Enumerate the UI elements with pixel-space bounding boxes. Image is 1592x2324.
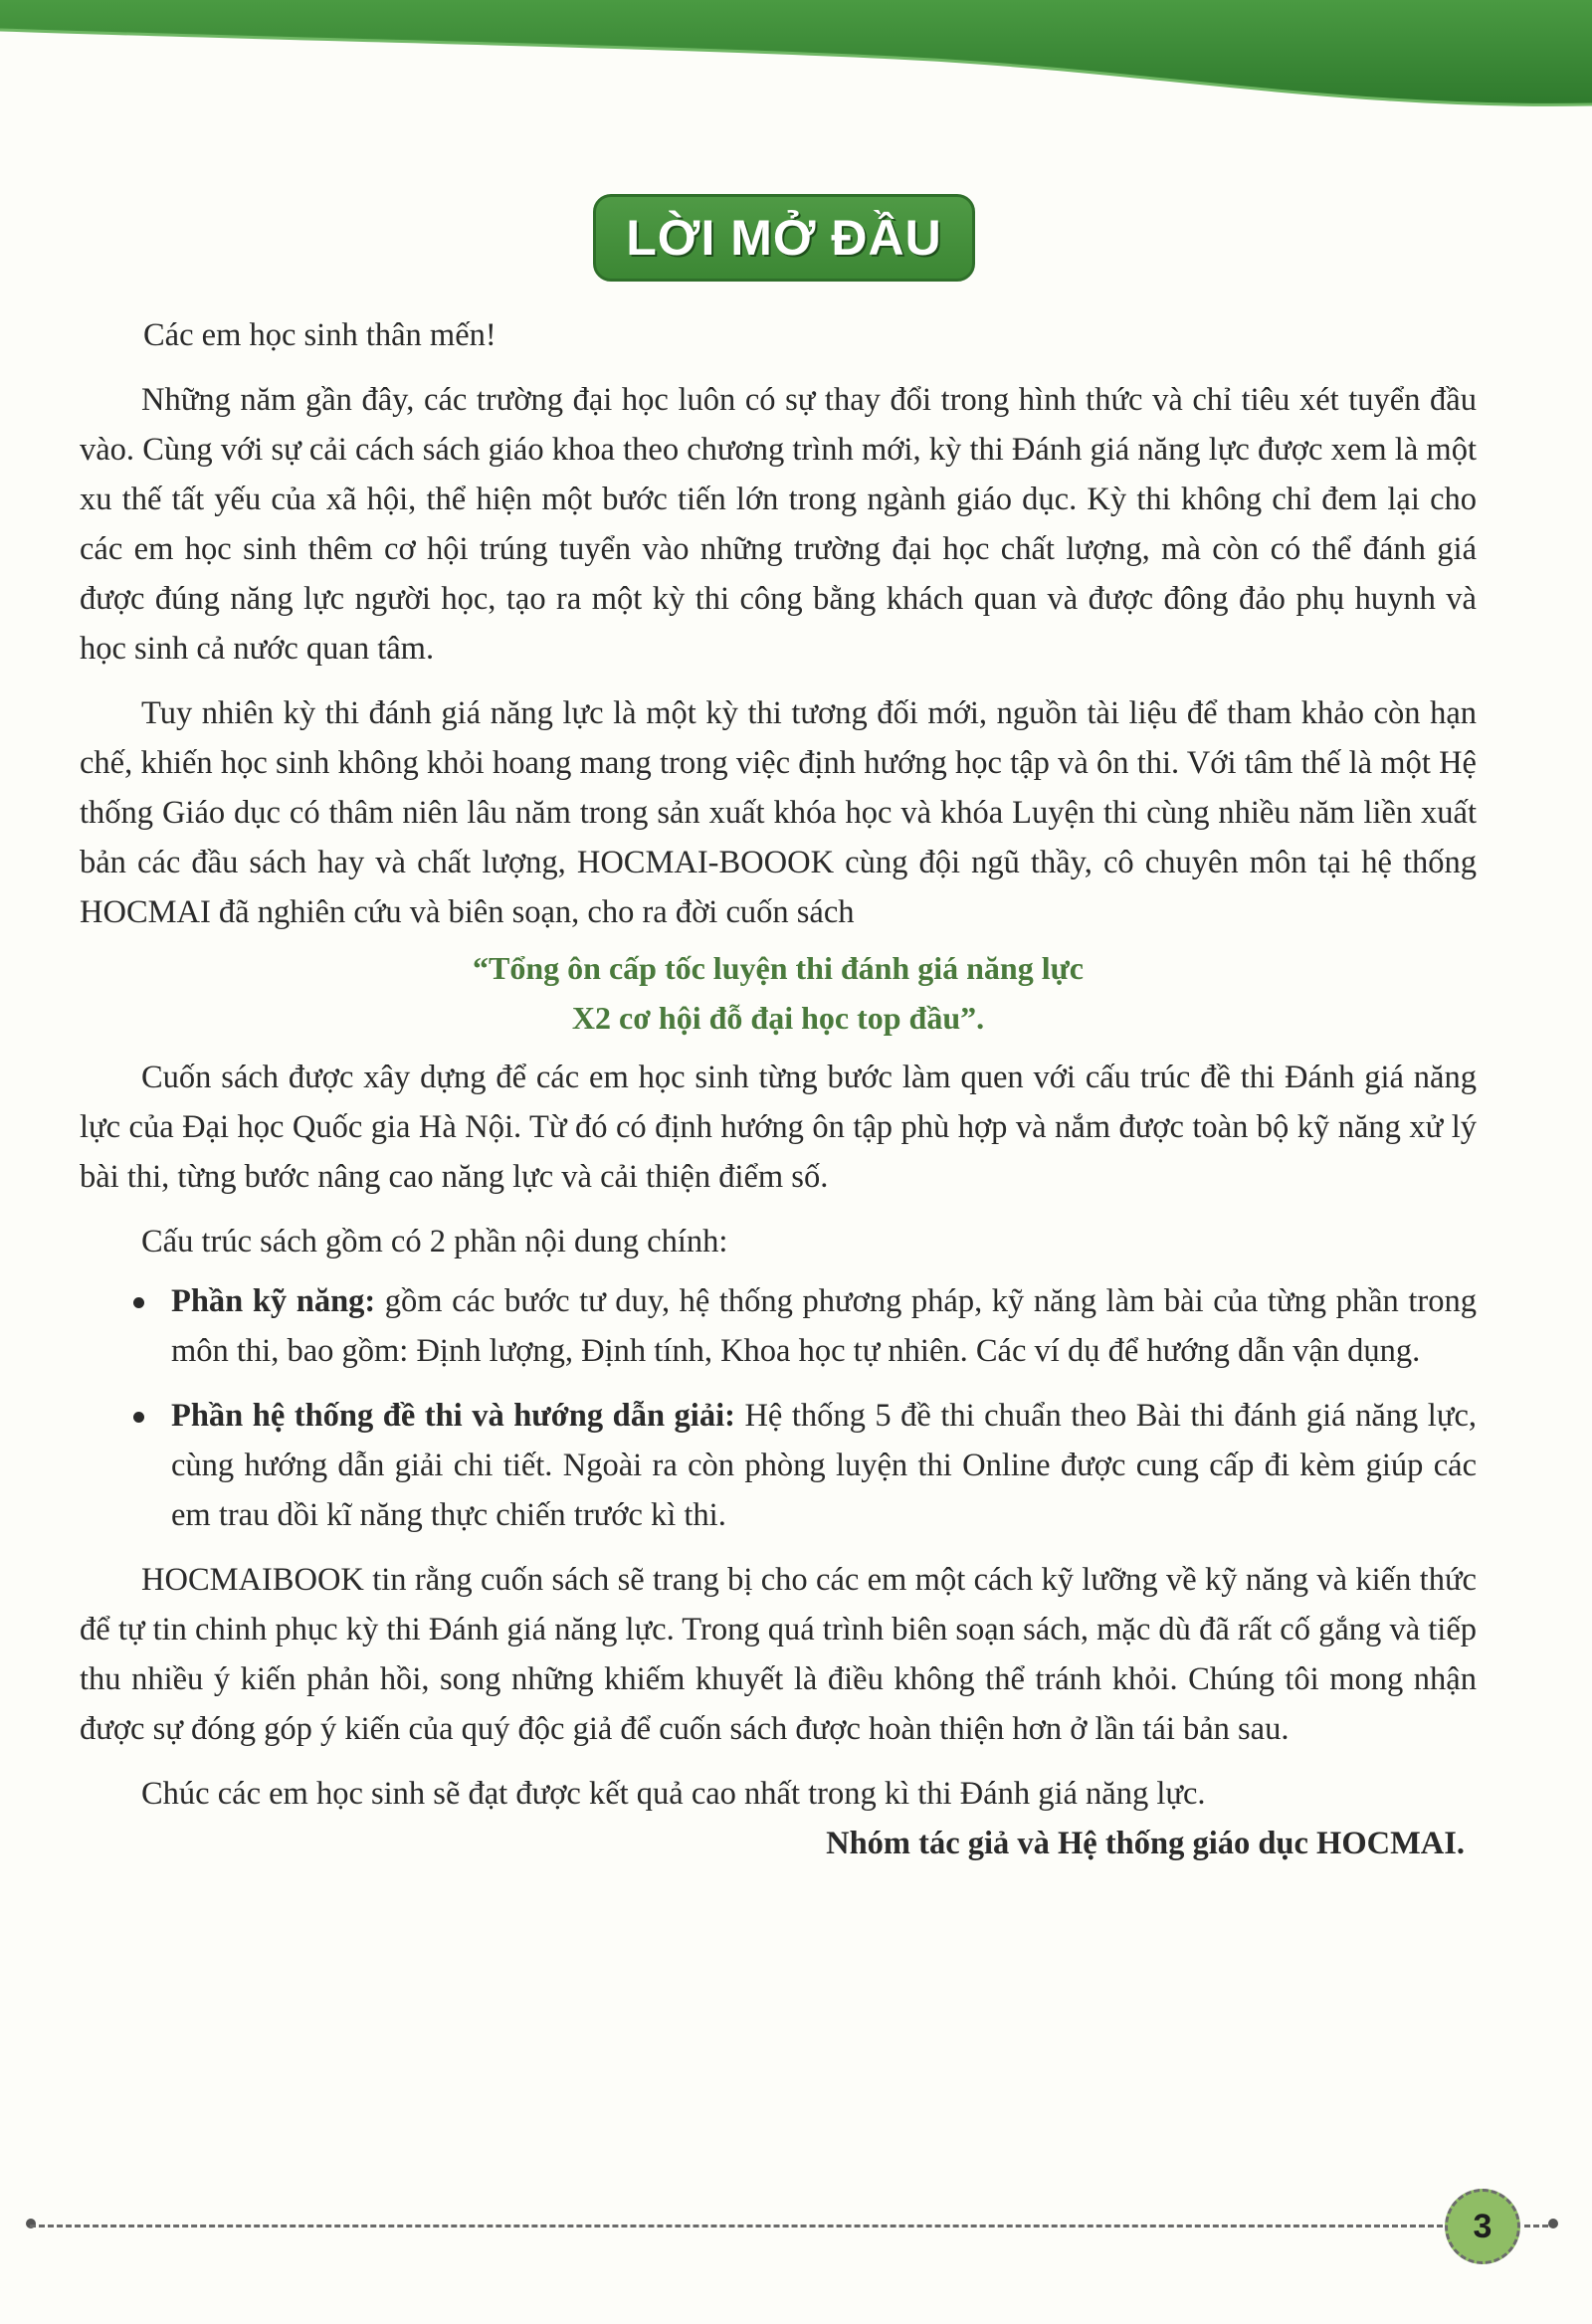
paragraph-1: Những năm gần đây, các trường đại học luôn có sự thay đổi trong hình thức và chỉ tiêu xét tuyển đầu vào. Cùng với sự cải cách sách giáo khoa theo chương trình mới, kỳ thi Đánh giá năng lực được xem là một xu thế tất yếu của xã hội, thể hiện một bước tiến lớn trong ngành giáo dục. Kỳ thi không chỉ đem lại cho các em học sinh thêm cơ hội trúng tuyển vào những trường đại học chất lượng, mà còn có thể đánh giá được đúng năng lực người học, tạo ra một kỳ thi công bằng khách quan và được đông đảo phụ huynh và học sinh cả nước quan tâm. [80,382,1477,667]
paragraph-6: Chúc các em học sinh sẽ đạt được kết quả cao nhất trong kì thi Đánh giá năng lực. [141,1776,1206,1812]
greeting: Các em học sinh thân mến! [143,317,497,353]
signature: Nhóm tác giả và Hệ thống giáo dục HOCMAI. [826,1826,1465,1861]
list-item-label: Phần hệ thống đề thi và hướng dẫn giải: [171,1398,735,1434]
book-title-quote [80,943,1477,1043]
paragraph-3: Cuốn sách được xây dựng để các em học sinh từng bước làm quen với cấu trúc đề thi Đánh giá năng lực của Đại học Quốc gia Hà Nội. Từ đó có định hướng ôn tập phù hợp và nắm được toàn bộ kỹ năng xử lý bài thi, từng bước nâng cao năng lực và cải thiện điểm số. [80,1060,1477,1195]
list-item [80,1276,1477,1376]
bullet-dot-icon [133,1412,144,1423]
list-item-text: gồm các bước tư duy, hệ thống phương pháp, kỹ năng làm bài của từng phần trong môn thi, bao gồm: Định lượng, Định tính, Khoa học tự nhiên. Các ví dụ để hướng dẫn vận dụng. [171,1283,1477,1369]
header-band [0,0,1592,109]
body-content [80,310,1477,1868]
list-item-text: Hệ thống 5 đề thi chuẩn theo Bài thi đánh giá năng lực, cùng hướng dẫn giải chi tiết. Ngoài ra còn phòng luyện thi Online được cung cấp đi kèm giúp các em trau dồi kĩ năng thực chiến trước kì thi. [171,1398,1477,1533]
quote-line-2: X2 cơ hội đỗ đại học top đầu”. [571,1000,985,1036]
bullet-dot-icon [133,1297,144,1308]
paragraph-4: Cấu trúc sách gồm có 2 phần nội dung chính: [141,1224,728,1259]
footer-dashed-line [30,2225,1443,2227]
paragraph-2: Tuy nhiên kỳ thi đánh giá năng lực là một kỳ thi tương đối mới, nguồn tài liệu để tham khảo còn hạn chế, khiến học sinh không khỏi hoang mang trong việc định hướng học tập và ôn thi. Với tâm thế là một Hệ thống Giáo dục có thâm niên lâu năm trong sản xuất khóa học và khóa Luyện thi cùng nhiều năm liền xuất bản các đầu sách hay và chất lượng, HOCMAI-BOOOK cùng đội ngũ thầy, cô chuyên môn tại hệ thống HOCMAI đã nghiên cứu và biên soạn, cho ra đời cuốn sách [80,695,1477,930]
page-title: LỜI MỞ ĐẦU [593,194,975,282]
list-item [80,1391,1477,1540]
paragraph-5: HOCMAIBOOK tin rằng cuốn sách sẽ trang bị cho các em một cách kỹ lưỡng về kỹ năng và kiến thức để tự tin chinh phục kỳ thi Đánh giá năng lực. Trong quá trình biên soạn sách, mặc dù đã rất cố gắng và tiếp thu nhiều ý kiến phản hồi, song những khiếm khuyết là điều không thể tránh khỏi. Chúng tôi mong nhận được sự đóng góp ý kiến của quý độc giả để cuốn sách được hoàn thiện hơn ở lần tái bản sau. [80,1562,1477,1747]
footer-dot [1548,2219,1558,2228]
list-item-label: Phần kỹ năng: [171,1283,376,1319]
footer-dashed-tail [1524,2225,1548,2227]
structure-list [80,1276,1477,1540]
page-number: 3 [1445,2189,1520,2264]
quote-line-1: “Tổng ôn cấp tốc luyện thi đánh giá năng lực [473,950,1084,986]
